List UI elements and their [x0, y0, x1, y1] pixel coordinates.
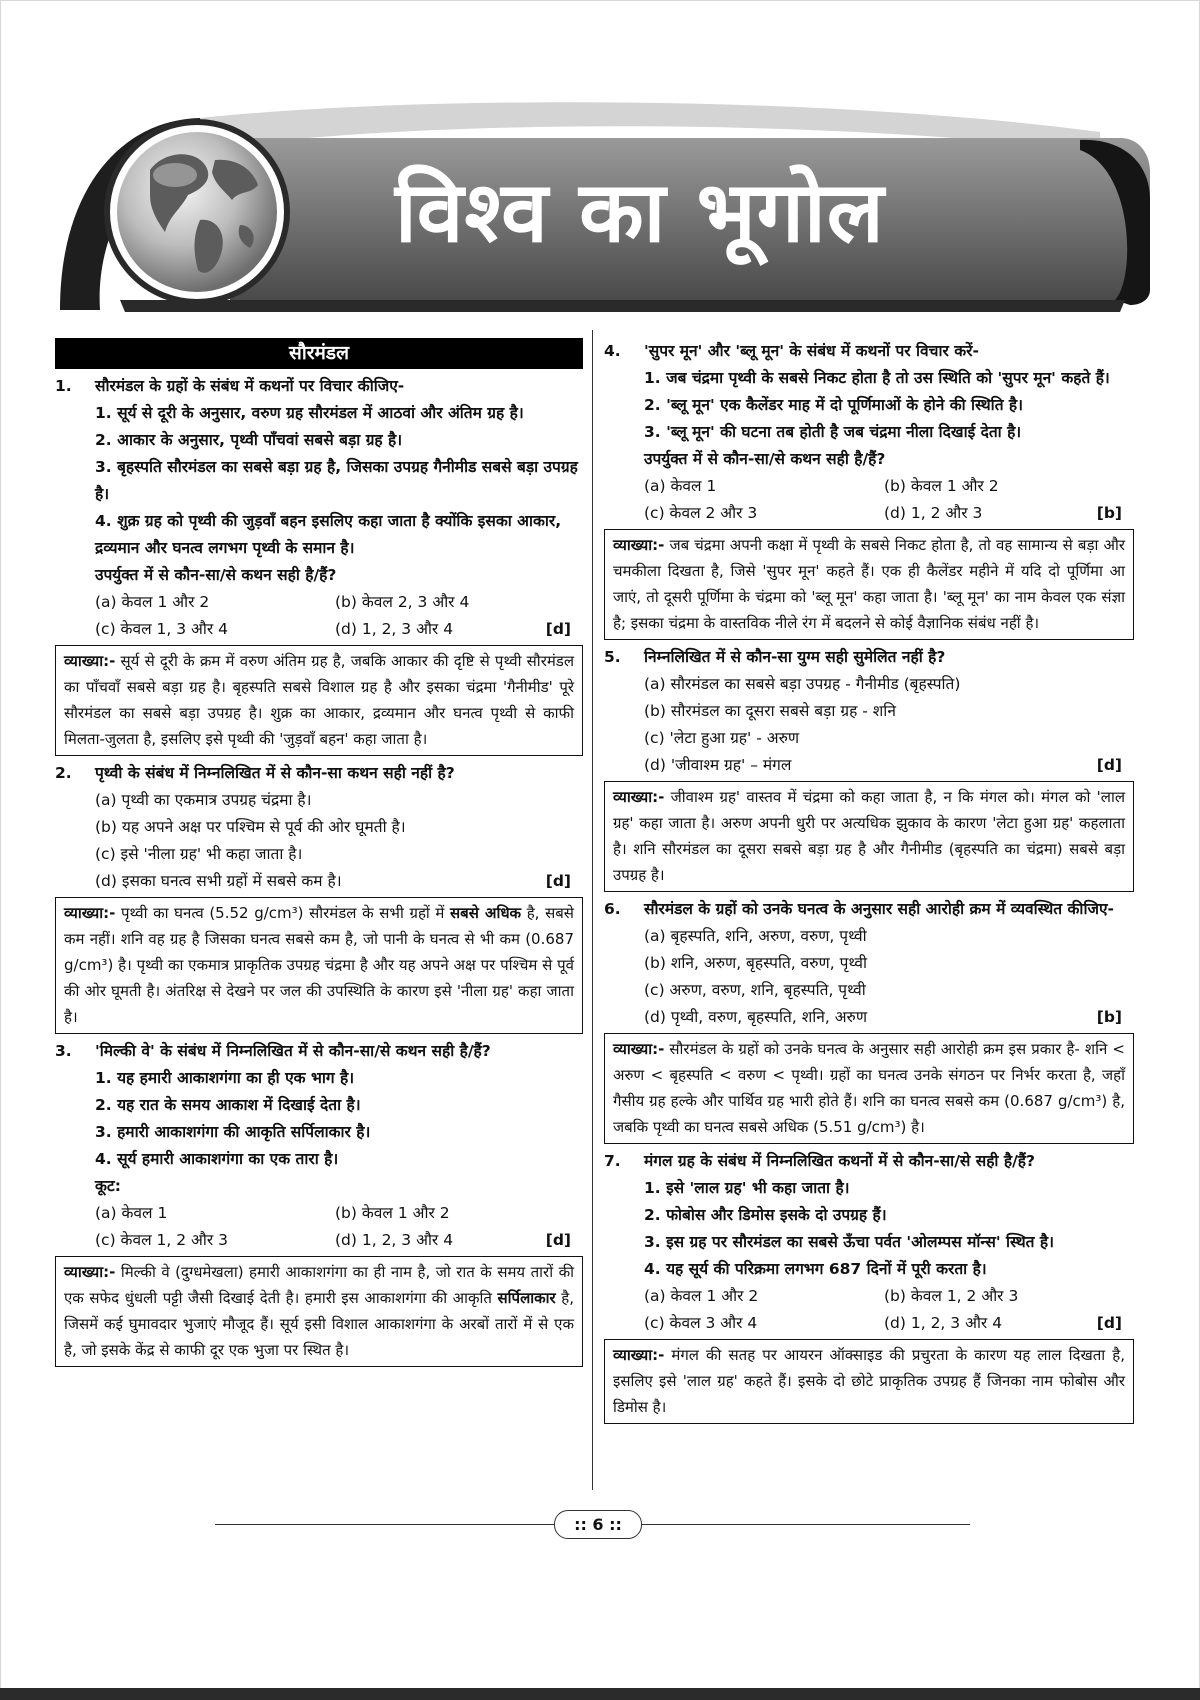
- chapter-banner: [0, 0, 1200, 330]
- option-d: (d) इसका घनत्व सभी ग्रहों में सबसे कम है।: [95, 872, 342, 890]
- explanation-label: व्याख्या:-: [64, 1263, 116, 1281]
- footer-rule-left: [215, 1524, 554, 1525]
- option-d: (d) 1, 2, 3 और 4: [335, 1231, 454, 1249]
- statement: 4. यह सूर्य की परिक्रमा लगभग 687 दिनों में पूरी करता है।: [644, 1260, 987, 1278]
- option-c: (c) केवल 2 और 3: [644, 504, 758, 522]
- explanation-text: सौरमंडल के ग्रहों को उनके घनत्व के अनुसार सही आरोही क्रम इस प्रकार है- शनि < अरुण < बृहस्पति < वरुण < पृथ्वी। ग्रहों का घनत्व उनके संगठन पर निर्भर करता है, जहाँ गैसीय ग्रह हल्के और पार्थिव ग्रह भारी होते हैं। शनि का घनत्व सबसे कम (0.687 g/cm³) है, जबकि पृथ्वी का घनत्व सबसे अधिक (5.51 g/cm³) है।: [613, 1040, 1125, 1136]
- answer-key: [d]: [1096, 1314, 1122, 1332]
- option-c: (c) केवल 3 और 4: [644, 1314, 758, 1332]
- option-d: (d) 1, 2, 3 और 4: [335, 620, 454, 638]
- explanation-text-part2: है, जिसमें कई घुमावदार भुजाएं मौजूद हैं। सूर्य इसी विशाल आकाशगंगा के अरबों तारों में से एक है, जो इसके केंद्र से काफी दूर एक भुजा पर स्थित है।: [64, 1289, 574, 1359]
- right-column: [604, 338, 1134, 1428]
- statement: 2. 'ब्लू मून' एक कैलेंडर माह में दो पूर्णिमाओं के होने की स्थिति है।: [644, 396, 1024, 414]
- question-number: 6.: [604, 900, 621, 918]
- option-b: (b) केवल 1 और 2: [884, 477, 999, 495]
- question-number: 7.: [604, 1152, 621, 1170]
- question-6: [604, 896, 1134, 1144]
- statement: 1. इसे 'लाल ग्रह' भी कहा जाता है।: [644, 1179, 850, 1197]
- explanation-box: [55, 645, 583, 756]
- option-a: (a) बृहस्पति, शनि, अरुण, वरुण, पृथ्वी: [644, 927, 867, 945]
- statement: 3. इस ग्रह पर सौरमंडल का सबसे ऊँचा पर्वत 'ओलम्पस मॉन्स' स्थित है।: [644, 1233, 1054, 1251]
- option-a: (a) केवल 1: [644, 477, 717, 495]
- option-d: (d) 'जीवाश्म ग्रह' – मंगल: [644, 756, 792, 774]
- statement: 4. सूर्य हमारी आकाशगंगा का एक तारा है।: [95, 1150, 339, 1168]
- question-number: 1.: [55, 377, 72, 395]
- statement: 3. हमारी आकाशगंगा की आकृति सर्पिलाकार है।: [95, 1123, 371, 1141]
- footer-rule-right: [640, 1524, 970, 1525]
- answer-key: [b]: [1096, 504, 1122, 522]
- options: [55, 787, 583, 895]
- statement: 2. यह रात के समय आकाश में दिखाई देता है।: [95, 1096, 361, 1114]
- statement: 3. बृहस्पति सौरमंडल का सबसे बड़ा ग्रह है, जिसका उपग्रह गैनीमीड सबसे बड़ा उपग्रह है।: [95, 458, 578, 503]
- option-a: (a) केवल 1: [95, 1204, 168, 1222]
- option-a: (a) पृथ्वी का एकमात्र उपग्रह चंद्रमा है।: [95, 791, 312, 809]
- options: [604, 473, 1134, 527]
- question-number: 4.: [604, 342, 621, 360]
- statement: 1. सूर्य से दूरी के अनुसार, वरुण ग्रह सौरमंडल में आठवां और अंतिम ग्रह है।: [95, 404, 524, 422]
- statement-prompt: उपर्युक्त में से कौन-सा/से कथन सही है/हैं?: [644, 450, 886, 468]
- explanation-emphasis: सर्पिलाकार: [497, 1289, 556, 1307]
- statement: 1. जब चंद्रमा पृथ्वी के सबसे निकट होता है तो उस स्थिति को 'सुपर मून' कहते हैं।: [644, 369, 1110, 387]
- option-b: (b) शनि, अरुण, बृहस्पति, वरुण, पृथ्वी: [644, 954, 868, 972]
- statement-prompt: कूट:: [95, 1177, 121, 1195]
- question-number: 3.: [55, 1042, 72, 1060]
- section-heading: सौरमंडल: [55, 338, 583, 369]
- option-c: (c) इसे 'नीला ग्रह' भी कहा जाता है।: [95, 845, 303, 863]
- explanation-text: जब चंद्रमा अपनी कक्षा में पृथ्वी के सबसे निकट होता है, तो वह सामान्य से बड़ा और चमकीला दिखता है, जिसे 'सुपर मून' कहते हैं। एक ही कैलेंडर महीने में यदि दो पूर्णिमा आ जाएं, तो दूसरी पूर्णिमा के चंद्रमा को 'ब्लू मून' कहा जाता है। 'ब्लू मून' का नाम केवल एक संज्ञा है; इसका चंद्रमा के वास्तविक नीले रंग में बदलने से कोई वैज्ञानिक संबंध नहीं है।: [613, 536, 1125, 632]
- question-5: [604, 644, 1134, 892]
- chapter-title: विश्व का भूगोल: [395, 163, 885, 261]
- statement: 1. यह हमारी आकाशगंगा का ही एक भाग है।: [95, 1069, 355, 1087]
- explanation-text: सूर्य से दूरी के क्रम में वरुण अंतिम ग्रह है, जबकि आकार की दृष्टि से पृथ्वी सौरमंडल का पाँचवाँ सबसे बड़ा ग्रह है। बृहस्पति सबसे विशाल ग्रह है और इसका चंद्रमा 'गैनीमीड' पूरे सौरमंडल का सबसे बड़ा उपग्रह है। शुक्र का आकार, द्रव्यमान और घनत्व पृथ्वी से काफी मिलता-जुलता है, इसलिए इसे पृथ्वी की 'जुड़वाँ बहन' कहा जाता है।: [64, 652, 574, 748]
- statement: 2. आकार के अनुसार, पृथ्वी पाँचवां सबसे बड़ा ग्रह है।: [95, 431, 403, 449]
- options: [604, 923, 1134, 1031]
- options: [55, 1200, 583, 1254]
- question-7: [604, 1148, 1134, 1424]
- explanation-box: [604, 781, 1134, 892]
- option-b: (b) यह अपने अक्ष पर पश्चिम से पूर्व की ओर घूमती है।: [95, 818, 406, 836]
- options: [55, 589, 583, 643]
- question-stem: मंगल ग्रह के संबंध में निम्नलिखित कथनों में से कौन-सा/से सही है/हैं?: [644, 1152, 1035, 1170]
- explanation-label: व्याख्या:-: [613, 536, 665, 554]
- option-d: (d) पृथ्वी, वरुण, बृहस्पति, शनि, अरुण: [644, 1008, 868, 1026]
- statement-prompt: उपर्युक्त में से कौन-सा/से कथन सही है/हैं?: [95, 566, 337, 584]
- explanation-text-part1: मिल्की वे (दुग्धमेखला) हमारी आकाशगंगा का ही नाम है, जो रात के समय तारों की एक सफेद धुंधली पट्टी जैसी दिखाई देती है। हमारी इस आकाशगंगा की आकृति: [64, 1263, 574, 1307]
- explanation-label: व्याख्या:-: [613, 788, 665, 806]
- answer-key: [d]: [545, 620, 571, 638]
- question-stem: सौरमंडल के ग्रहों के संबंध में कथनों पर विचार कीजिए-: [95, 377, 405, 395]
- option-a: (a) केवल 1 और 2: [644, 1287, 759, 1305]
- bottom-edge-band: [0, 1688, 1200, 1700]
- column-divider: [592, 330, 593, 1490]
- question-stem: 'मिल्की वे' के संबंध में निम्नलिखित में से कौन-सा/से कथन सही है/हैं?: [95, 1042, 491, 1060]
- question-number: 2.: [55, 764, 72, 782]
- explanation-text: जीवाश्म ग्रह' वास्तव में चंद्रमा को कहा जाता है, न कि मंगल को। मंगल को 'लाल ग्रह' कहा जाता है। अरुण अपनी धुरी पर अत्यधिक झुकाव के कारण 'लेटा हुआ ग्रह' कहलाता है। शनि सौरमंडल का दूसरा सबसे बड़ा ग्रह है और गैनीमीड (बृहस्पति का चंद्रमा) सबसे बड़ा उपग्रह है।: [613, 788, 1125, 884]
- option-b: (b) सौरमंडल का दूसरा सबसे बड़ा ग्रह - शनि: [644, 702, 896, 720]
- question-4: [604, 338, 1134, 640]
- option-d: (d) 1, 2, 3 और 4: [884, 1314, 1003, 1332]
- explanation-box: [55, 897, 583, 1034]
- explanation-text-part1: पृथ्वी का घनत्व (5.52 g/cm³) सौरमंडल के सभी ग्रहों में: [120, 904, 445, 922]
- explanation-emphasis: सबसे अधिक: [450, 904, 522, 922]
- answer-key: [d]: [1096, 756, 1122, 774]
- options: [604, 1283, 1134, 1337]
- explanation-box: [55, 1256, 583, 1367]
- answer-key: [d]: [545, 1231, 571, 1249]
- question-stem: पृथ्वी के संबंध में निम्नलिखित में से कौन-सा कथन सही नहीं है?: [95, 764, 455, 782]
- explanation-label: व्याख्या:-: [64, 904, 116, 922]
- option-d: (d) 1, 2 और 3: [884, 504, 983, 522]
- option-b: (b) केवल 1, 2 और 3: [884, 1287, 1019, 1305]
- question-stem: 'सुपर मून' और 'ब्लू मून' के संबंध में कथनों पर विचार करें-: [644, 342, 979, 360]
- options: [604, 671, 1134, 779]
- option-b: (b) केवल 2, 3 और 4: [335, 593, 470, 611]
- explanation-box: [604, 1033, 1134, 1144]
- question-number: 5.: [604, 648, 621, 666]
- question-stem: निम्नलिखित में से कौन-सा युग्म सही सुमेलित नहीं है?: [644, 648, 946, 666]
- page-number: :: 6 ::: [554, 1510, 642, 1539]
- explanation-text-part2: है, सबसे कम नहीं। शनि वह ग्रह है जिसका घनत्व सबसे कम है, जो पानी के घनत्व से भी कम (0.687 g/cm³) है। पृथ्वी का एकमात्र प्राकृतिक उपग्रह चंद्रमा है और यह अपने अक्ष पर पश्चिम से पूर्व की ओर घूमती है। अंतरिक्ष से देखने पर जल की उपस्थिति के कारण इसे 'नीला ग्रह' कहा जाता है।: [64, 904, 574, 1026]
- option-b: (b) केवल 1 और 2: [335, 1204, 450, 1222]
- left-column: [55, 338, 583, 1371]
- question-stem: सौरमंडल के ग्रहों को उनके घनत्व के अनुसार सही आरोही क्रम में व्यवस्थित कीजिए-: [644, 900, 1114, 918]
- explanation-box: [604, 529, 1134, 640]
- option-c: (c) 'लेटा हुआ ग्रह' - अरुण: [644, 729, 800, 747]
- option-c: (c) केवल 1, 2 और 3: [95, 1231, 228, 1249]
- answer-key: [b]: [1096, 1008, 1122, 1026]
- statement: 3. 'ब्लू मून' की घटना तब होती है जब चंद्रमा नीला दिखाई देता है।: [644, 423, 1022, 441]
- explanation-text: मंगल की सतह पर आयरन ऑक्साइड की प्रचुरता के कारण यह लाल दिखता है, इसलिए इसे 'लाल ग्रह' कहते हैं। इसके दो छोटे प्राकृतिक उपग्रह हैं जिनका नाम फोबोस और डिमोस है।: [613, 1346, 1125, 1416]
- statement: 4. शुक्र ग्रह को पृथ्वी की जुड़वाँ बहन इसलिए कहा जाता है क्योंकि इसका आकार, द्रव्यमान और घनत्व लगभग पृथ्वी के समान है।: [95, 512, 562, 557]
- question-2: [55, 760, 583, 1034]
- answer-key: [d]: [545, 872, 571, 890]
- option-c: (c) केवल 1, 3 और 4: [95, 620, 228, 638]
- question-3: [55, 1038, 583, 1367]
- explanation-label: व्याख्या:-: [613, 1040, 665, 1058]
- option-a: (a) केवल 1 और 2: [95, 593, 210, 611]
- statement: 2. फोबोस और डिमोस इसके दो उपग्रह हैं।: [644, 1206, 887, 1224]
- explanation-label: व्याख्या:-: [64, 652, 116, 670]
- explanation-box: [604, 1339, 1134, 1424]
- option-a: (a) सौरमंडल का सबसे बड़ा उपग्रह - गैनीमीड (बृहस्पति): [644, 675, 961, 693]
- question-1: [55, 373, 583, 756]
- explanation-label: व्याख्या:-: [613, 1346, 665, 1364]
- globe-icon: [107, 122, 287, 302]
- option-c: (c) अरुण, वरुण, शनि, बृहस्पति, पृथ्वी: [644, 981, 866, 999]
